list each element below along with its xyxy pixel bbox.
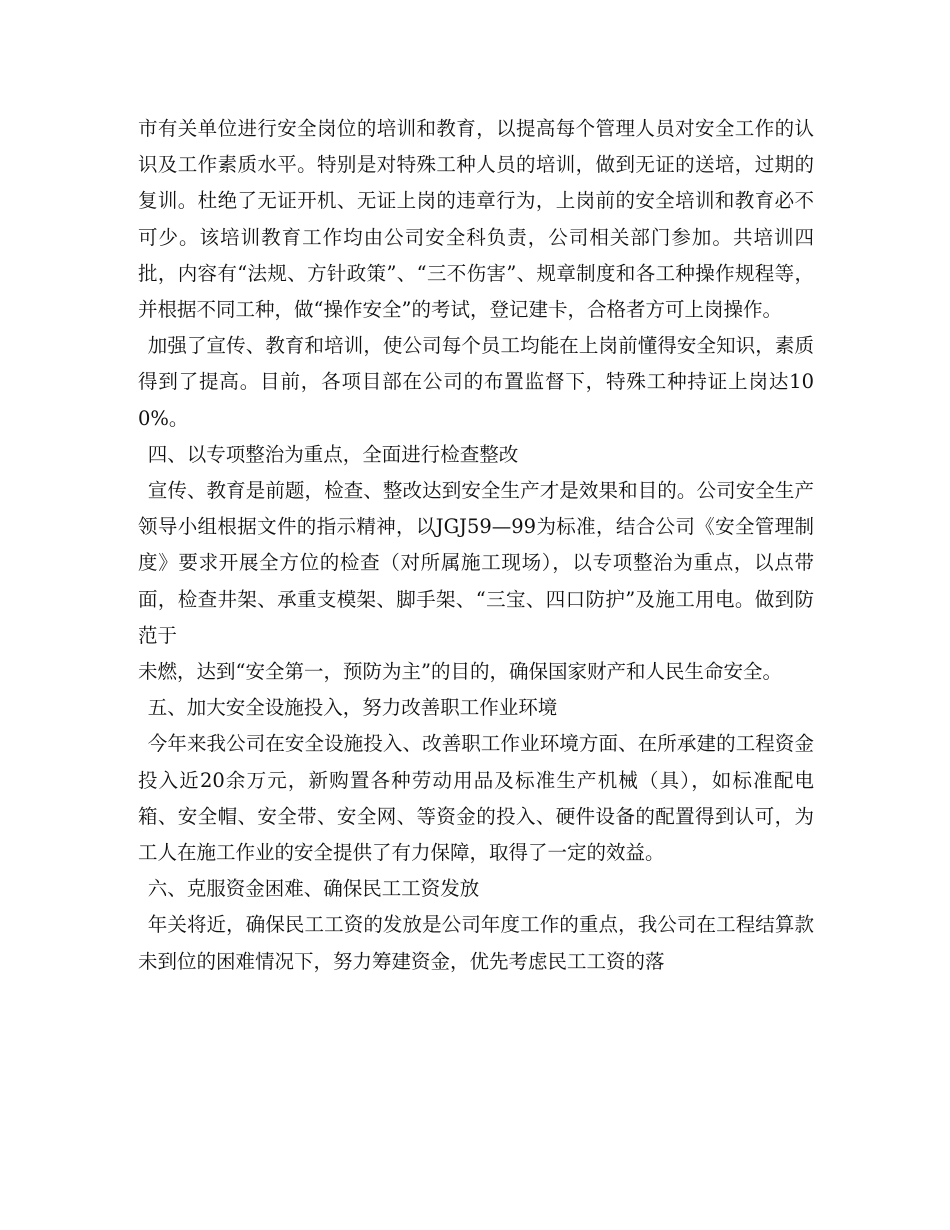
paragraph-investment: 今年来我公司在安全设施投入、改善职工作业环境方面、在所承建的工程资金投入近20余万元，新购置各种劳动用品及标准生产机械（具），如标准配电箱、安全帽、安全带、安全网、等资金的投入、硬件设备的配置得到认可，为工人在施工作业的安全提供了有力保障，取得了一定的效益。	[138, 732, 814, 865]
section-heading-5: 五、加大安全设施投入，努力改善职工作业环境	[147, 696, 558, 720]
section-heading-4: 四、以专项整治为重点，全面进行检查整改	[147, 442, 519, 466]
paragraph-training: 市有关单位进行安全岗位的培训和教育，以提高每个管理人员对安全工作的认识及工作素质水平。特别是对特殊工种人员的培训，做到无证的送培，过期的复训。杜绝了无证开机、无证上岗的违章行为，上岗前的安全培训和教育必不可少。该培训教育工作均由公司安全科负责，公司相关部门参加。共培训四批，内容有“法规、方针政策”、“三不伤害”、规章制度和各工种操作规程等，并根据不同工种，做“操作安全”的考试，登记建卡，合格者方可上岗操作。	[138, 117, 814, 322]
paragraph-inspection-continued: 未燃，达到“安全第一，预防为主”的目的，确保国家财产和人民生命安全。	[138, 660, 782, 684]
document-body	[138, 111, 814, 980]
paragraph-inspection: 宣传、教育是前题，检查、整改达到安全生产才是效果和目的。公司安全生产领导小组根据文件的指示精神，以JGJ59—99为标准，结合公司《安全管理制度》要求开展全方位的检查（对所属施工现场），以专项整治为重点，以点带面，检查井架、承重支模架、脚手架、“三宝、四口防护”及施工用电。做到防范于	[138, 479, 814, 647]
paragraph-wages: 年关将近，确保民工工资的发放是公司年度工作的重点，我公司在工程结算款未到位的困难情况下，努力筹建资金，优先考虑民工工资的落	[138, 913, 814, 973]
section-heading-6: 六、克服资金困难、确保民工工资发放	[147, 877, 480, 901]
paragraph-publicity: 加强了宣传、教育和培训，使公司每个员工均能在上岗前懂得安全知识，素质得到了提高。目前，各项目部在公司的布置监督下，特殊工种持证上岗达100%。	[138, 334, 814, 430]
